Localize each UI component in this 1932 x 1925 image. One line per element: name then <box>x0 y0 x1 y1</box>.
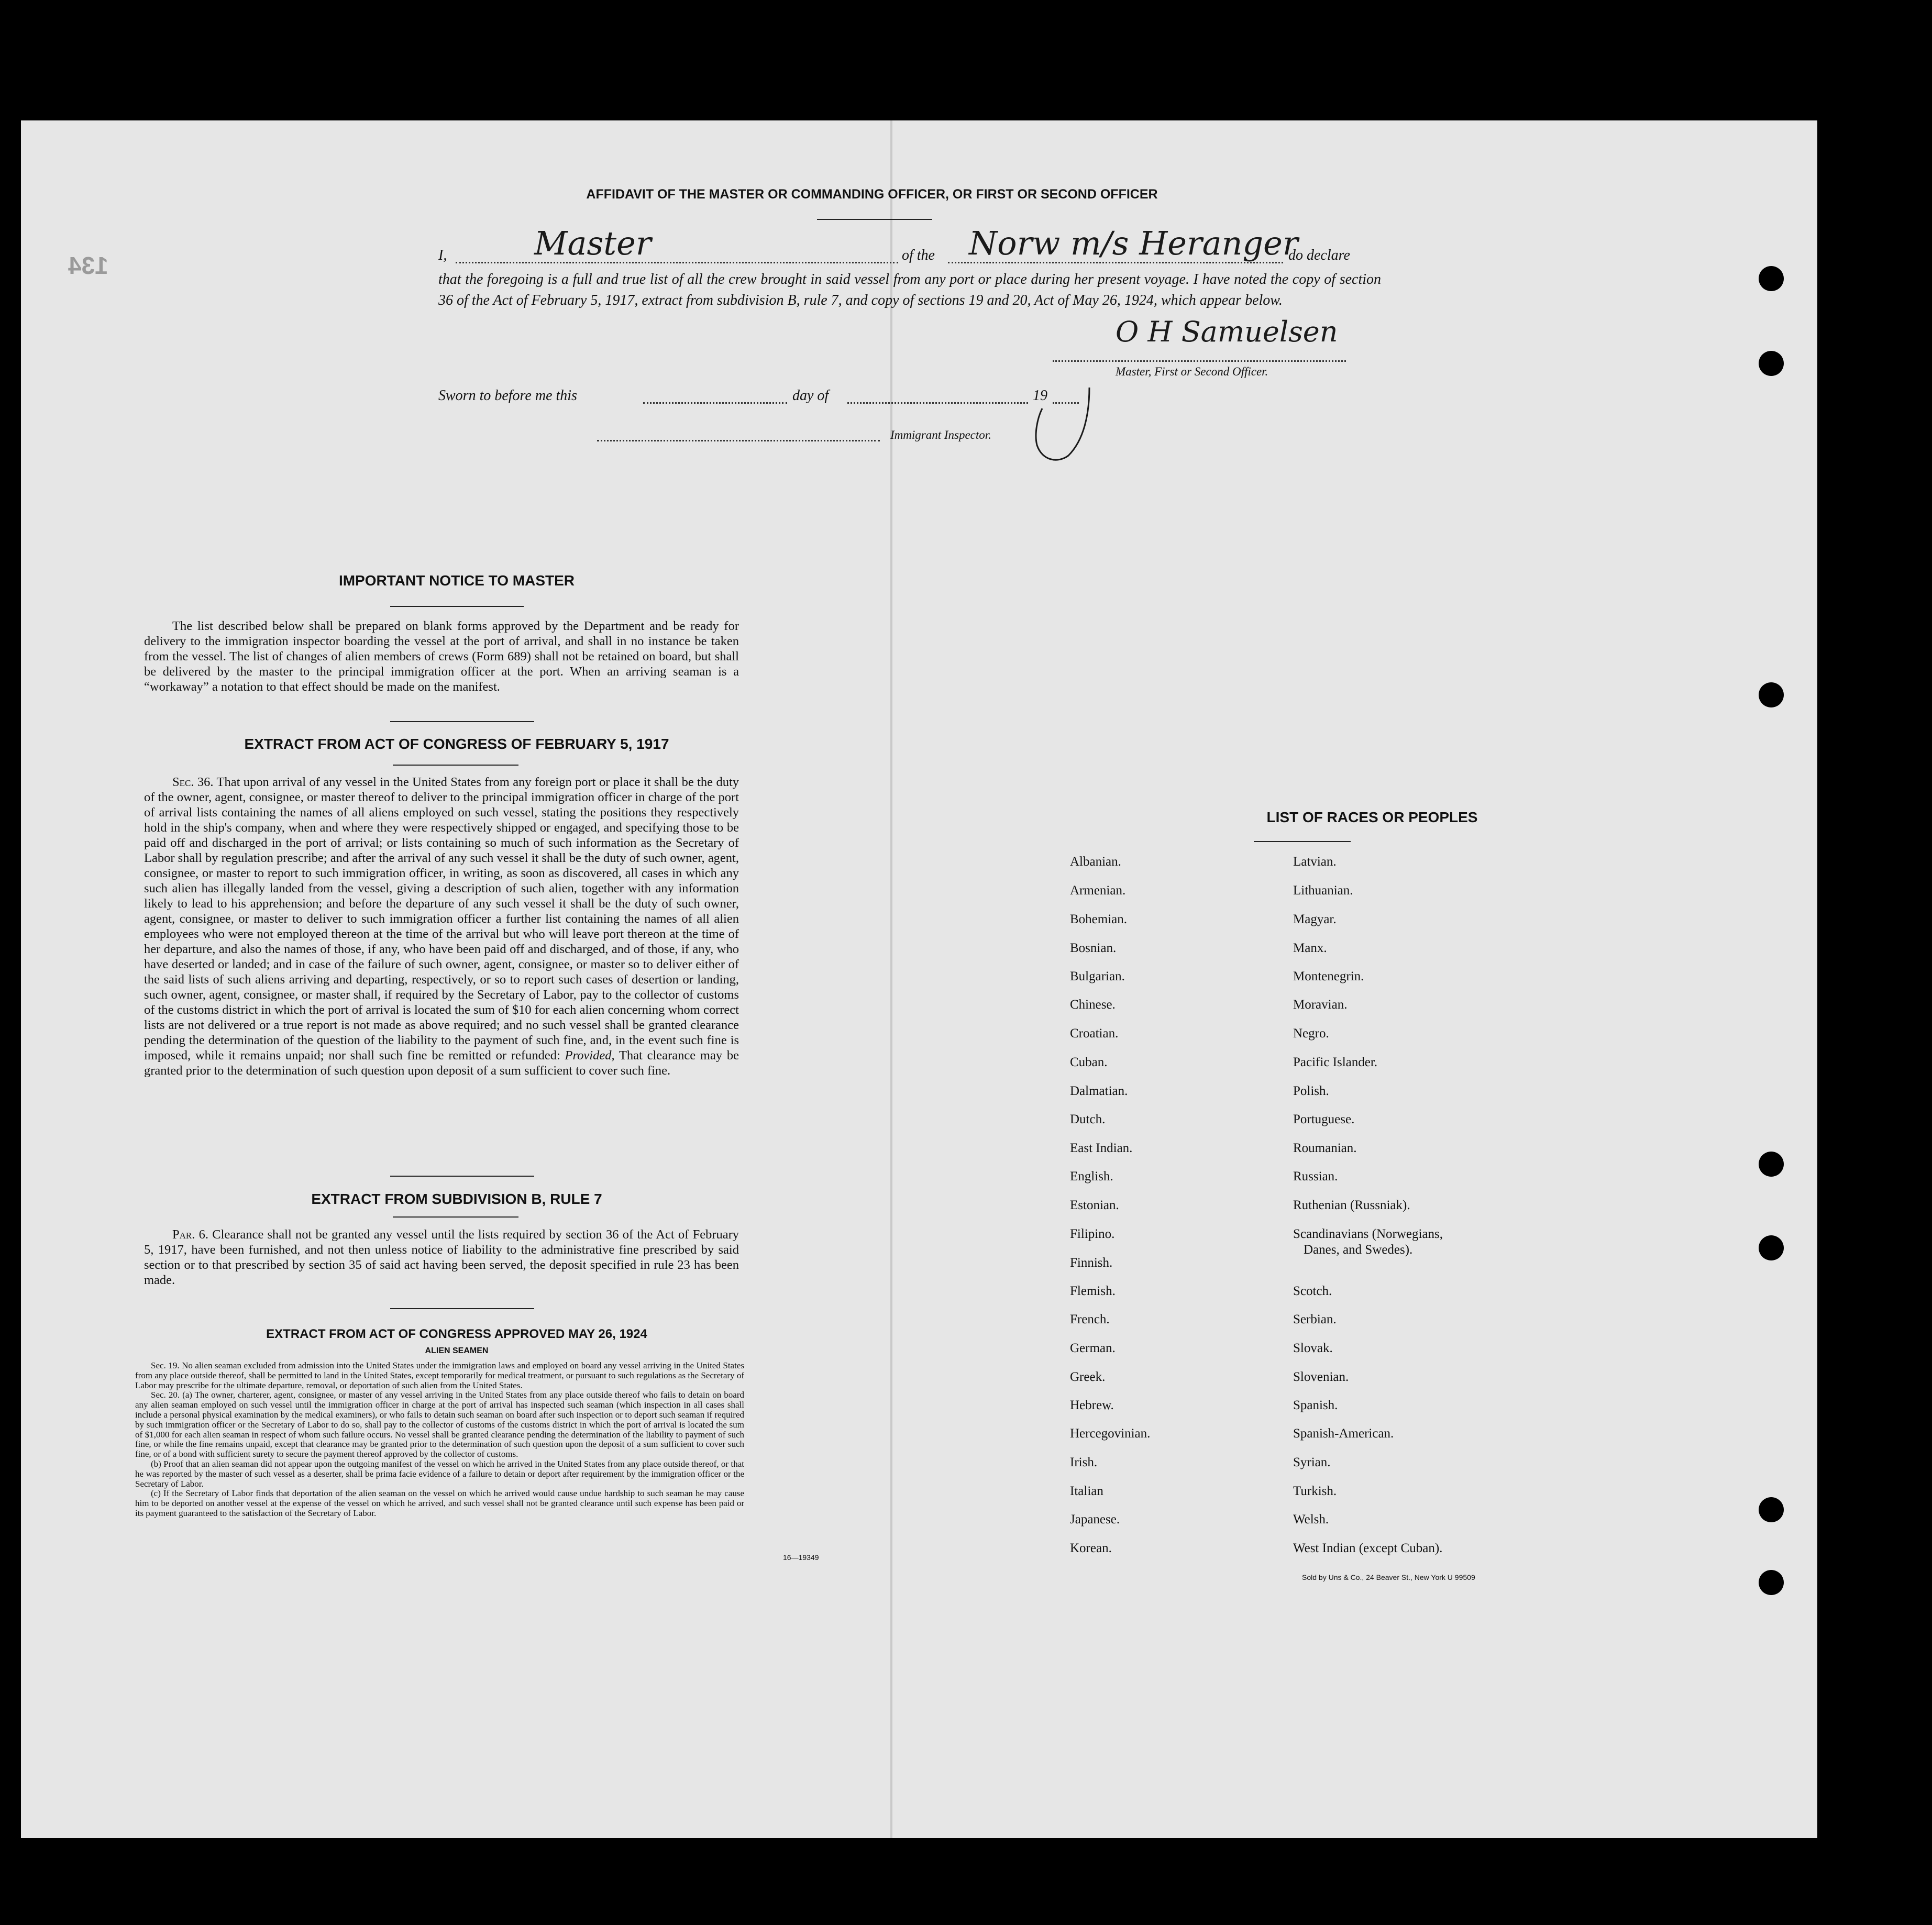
act-1917-title: EXTRACT FROM ACT OF CONGRESS OF FEBRUARY 5, 1917 <box>244 736 669 752</box>
title-rule <box>817 219 932 220</box>
punch-hole <box>1759 1235 1784 1260</box>
act-1924-subtitle: ALIEN SEAMEN <box>425 1346 489 1355</box>
race-item: Slovak. <box>1293 1341 1333 1355</box>
race-item: Slovenian. <box>1293 1370 1349 1384</box>
race-item: Welsh. <box>1293 1512 1329 1526</box>
act-1917-rule <box>393 765 518 766</box>
punch-hole <box>1759 266 1784 291</box>
race-item: East Indian. <box>1070 1141 1133 1155</box>
punch-hole <box>1759 351 1784 376</box>
sworn-label: Sworn to before me this <box>438 388 577 404</box>
race-item: Greek. <box>1070 1370 1106 1384</box>
race-item: Bulgarian. <box>1070 969 1125 983</box>
race-item: Magyar. <box>1293 912 1337 926</box>
race-item: French. <box>1070 1312 1110 1326</box>
race-item: German. <box>1070 1341 1116 1355</box>
act-1917-end-rule <box>390 1176 534 1177</box>
inspector-line <box>597 440 880 441</box>
day-of-label: day of <box>792 388 829 404</box>
race-item: Polish. <box>1293 1084 1329 1098</box>
race-item: Ruthenian (Russniak). <box>1293 1198 1410 1212</box>
act-1924-sec20b: (b) Proof that an alien seaman did not appear upon the outgoing manifest of the vessel on which he arrived in the United States from any place outside thereof, or that he was reported by the master of such vessel as a deserter, shall be prima facie evidence of a failure to detain or deport after requirement by the immigration officer or the Secretary of Labor. <box>135 1458 744 1489</box>
notice-title: IMPORTANT NOTICE TO MASTER <box>338 572 575 589</box>
punch-hole <box>1759 1152 1784 1177</box>
race-item: Manx. <box>1293 941 1327 955</box>
affidavit-title: AFFIDAVIT OF THE MASTER OR COMMANDING OFFICER, OR FIRST OR SECOND OFFICER <box>586 187 1158 202</box>
race-item: Moravian. <box>1293 998 1348 1012</box>
race-item: Roumanian. <box>1293 1141 1357 1155</box>
affidavit-i-value: Master <box>534 224 652 262</box>
race-item: Lithuanian. <box>1293 883 1353 898</box>
race-item: Dalmatian. <box>1070 1084 1128 1098</box>
rule7-title: EXTRACT FROM SUBDIVISION B, RULE 7 <box>311 1191 602 1207</box>
race-item: Albanian. <box>1070 855 1121 869</box>
punch-hole <box>1759 682 1784 707</box>
declare-label: do declare <box>1288 247 1350 263</box>
race-item: Scandinavians (Norwegians, <box>1293 1227 1443 1241</box>
of-the-label: of the <box>902 247 935 263</box>
i-value-line <box>456 262 898 263</box>
race-item: Serbian. <box>1293 1312 1337 1326</box>
rule7-section: Par. 6. <box>172 1227 209 1242</box>
act-1917-proviso: That clearance may be granted prior to the determination of such question upon deposit of a sum sufficient to cover such fine. <box>144 1048 739 1078</box>
race-item: Portuguese. <box>1293 1112 1355 1126</box>
race-item: Filipino. <box>1070 1227 1115 1241</box>
race-item: Latvian. <box>1293 855 1337 869</box>
affidavit-body: that the foregoing is a full and true list of all the crew brought in said vessel from any port or place during her present voyage. I have noted the copy of section 36 of the Act of February 5, 1917, extract from subdivision B, rule 7, and copy of sections 19 and 20, Act of May 26, 1924, which appear below. <box>438 271 1381 308</box>
race-item: Syrian. <box>1293 1455 1331 1469</box>
signature-caption: Master, First or Second Officer. <box>1116 365 1268 378</box>
race-item: English. <box>1070 1169 1113 1183</box>
inspector-label: Immigrant Inspector. <box>890 428 991 441</box>
race-item: Negro. <box>1293 1026 1329 1041</box>
race-item: Montenegrin. <box>1293 969 1364 983</box>
punch-hole <box>1759 1497 1784 1522</box>
races-left-column <box>1070 855 1279 1567</box>
race-item: Hercegovinian. <box>1070 1426 1151 1441</box>
act-1924-body <box>135 1361 744 1519</box>
page-fold <box>890 120 892 1838</box>
rule7-body <box>144 1227 739 1288</box>
sworn-day-line <box>643 402 787 404</box>
notice-rule <box>390 606 524 607</box>
race-item: Turkish. <box>1293 1484 1337 1498</box>
handwritten-mark <box>1026 382 1121 466</box>
act-1917-text: That upon arrival of any vessel in the United States from any foreign port or place it shall be the duty of the owner, agent, consignee, or master thereof to deliver to the principal immigration officer in charge of the port of arrival lists containing the names of all aliens employed on such vessel, stating the positions they respectively hold in the ship's company, when and where they were respectively shipped or engaged, and specifying those to be paid off and discharged in the port of arrival; or lists containing so much of such information as the Secretary of Labor shall by regulation prescribe; and after the arrival of any such vessel it shall be the duty of such owner, agent, consignee, or master to report to such immigration officer, in writing, as soon as discovered, all cases in which any such alien has illegally landed from the vessel, giving a description of such alien, together with any information likely to lead to his apprehension; and before the departure of any such vessel it shall be the duty of such owner, agent, consignee, or master to deliver to such immigration officer a further list containing the names of all alien employees who were not employed thereon at the time of the arrival but who will leave port thereon at the time of her departure, and also the names of those, if any, who have been paid off and discharged, and of those, if any, who have deserted or landed; and in case of the failure of such owner, agent, consignee, or master so to deliver either of the said lists of such aliens arriving and departing, respectively, or so to report such cases of desertion or landing, such owner, agent, consignee, or master shall, if required by the Secretary of Labor, pay to the collector of customs of the customs district in which the port of arrival is located the sum of $10 for each alien concerning whom correct lists are not delivered or a true report is not made as above required; and no such vessel shall be granted clearance pending the determination of the question of the liability to the payment of such fine, and, in the event such fine is imposed, while it remains unpaid; nor shall such fine be remitted or refunded: <box>144 775 739 1063</box>
race-item: Croatian. <box>1070 1026 1119 1041</box>
printer-credit: Sold by Uns & Co., 24 Beaver St., New York U 99509 <box>1302 1573 1475 1581</box>
race-item: Bosnian. <box>1070 941 1117 955</box>
races-title: LIST OF RACES OR PEOPLES <box>1266 809 1478 825</box>
race-item: Pacific Islander. <box>1293 1055 1378 1069</box>
races-rule <box>1254 841 1351 842</box>
rule7-rule <box>393 1216 518 1218</box>
act-1917-proviso-label: Provided, <box>565 1048 615 1063</box>
form-number: 16—19349 <box>783 1553 819 1562</box>
race-item: Hebrew. <box>1070 1398 1114 1412</box>
act-1917-section: Sec. 36. <box>172 775 214 789</box>
race-item: Chinese. <box>1070 998 1116 1012</box>
punch-hole <box>1759 1570 1784 1595</box>
race-item: Armenian. <box>1070 883 1126 898</box>
race-item: Russian. <box>1293 1169 1338 1183</box>
race-item: Korean. <box>1070 1541 1112 1555</box>
act-1924-sec19: Sec. 19. No alien seaman excluded from admission into the United States under the immigration laws and employed on board any vessel arriving in the United States from any place outside thereof, shall be permitted to land in the United States, except temporarily for medical treatment, or pursuant to such regulations as the Secretary of Labor may prescribe for the ultimate departure, removal, or deportation of such alien from the United States. <box>135 1360 744 1390</box>
race-item: Japanese. <box>1070 1512 1120 1526</box>
race-item: Italian <box>1070 1484 1103 1498</box>
race-item: Cuban. <box>1070 1055 1108 1069</box>
race-item: Irish. <box>1070 1455 1098 1469</box>
race-item: Finnish. <box>1070 1256 1113 1270</box>
race-item: Estonian. <box>1070 1198 1119 1212</box>
rule7-end-rule <box>390 1308 534 1309</box>
race-item: Scotch. <box>1293 1284 1332 1298</box>
margin-number: 134 <box>68 252 108 279</box>
act-1924-sec20c: (c) If the Secretary of Labor finds that deportation of the alien seaman on the vessel on which he arrived would cause undue hardship to such seaman he may cause him to be deported on another vessel at the expense of the vessel on which he arrived, and such vessel shall not be granted clearance until such expense has been paid or its payment guaranteed to the satisfaction of the Secretary of Labor. <box>135 1488 744 1518</box>
sworn-month-line <box>847 402 1028 404</box>
affidavit-i-label: I, <box>438 247 447 263</box>
race-item: Dutch. <box>1070 1112 1106 1126</box>
race-item: West Indian (except Cuban). <box>1293 1541 1443 1555</box>
vessel-name: Norw m/s Heranger <box>969 224 1298 262</box>
master-signature: O H Samuelsen <box>1116 315 1338 348</box>
year-label: 19 <box>1033 388 1047 404</box>
act-1924-title: EXTRACT FROM ACT OF CONGRESS APPROVED MAY 26, 1924 <box>266 1327 647 1341</box>
race-item: Spanish. <box>1293 1398 1338 1412</box>
act-1917-body <box>144 775 739 1078</box>
race-item: Spanish-American. <box>1293 1426 1394 1441</box>
race-item: Bohemian. <box>1070 912 1128 926</box>
rule7-text: Clearance shall not be granted any vessel until the lists required by section 36 of the Act of February 5, 1917, have been furnished, and not then unless notice of liability to the administrative fine prescribed by said section or to that prescribed by section 35 of said act having been served, the deposit specified in rule 23 has been made. <box>144 1227 739 1287</box>
vessel-line <box>948 262 1283 263</box>
act-1924-sec20a: Sec. 20. (a) The owner, charterer, agent, consignee, or master of any vessel arriving in the United States from any place outside thereof who fails to detain on board any alien seaman employed on such vessel until the immigration officer in charge at the port of arrival has inspected such seaman (which inspection in all cases shall include a personal physical examination by the medical examiners), or who fails to detain such seaman on board after such inspection or to deport such seaman if required by such immigration officer or the Secretary of Labor to do so, shall pay to the collector of customs of the customs district in which the port of arrival is located the sum of $1,000 for each alien seaman in respect of whom such failure occurs. No vessel shall be granted clearance pending the determination of the liability to payment of such fine, or while the fine remains unpaid, except that clearance may be granted prior to the determination of such question upon the deposit of a sum sufficient to cover such fine, or of a bond with sufficient surety to secure the payment thereof approved by the collector of customs. <box>135 1390 744 1459</box>
signature-line <box>1053 360 1346 362</box>
notice-end-rule <box>390 721 534 722</box>
notice-body: The list described below shall be prepared on blank forms approved by the Department and be ready for delivery to the immigration inspector boarding the vessel at the port of arrival, and shall in no instance be taken from the vessel. The list of changes of alien members of crews (Form 689) shall not be retained on board, but shall be delivered by the master to the principal immigration officer at the port. When an arriving seaman is a “workaway” a notation to that effect should be made on the manifest. <box>144 619 739 694</box>
races-right-column <box>1293 855 1565 1567</box>
race-item: Danes, and Swedes). <box>1304 1243 1413 1257</box>
race-item: Flemish. <box>1070 1284 1116 1298</box>
